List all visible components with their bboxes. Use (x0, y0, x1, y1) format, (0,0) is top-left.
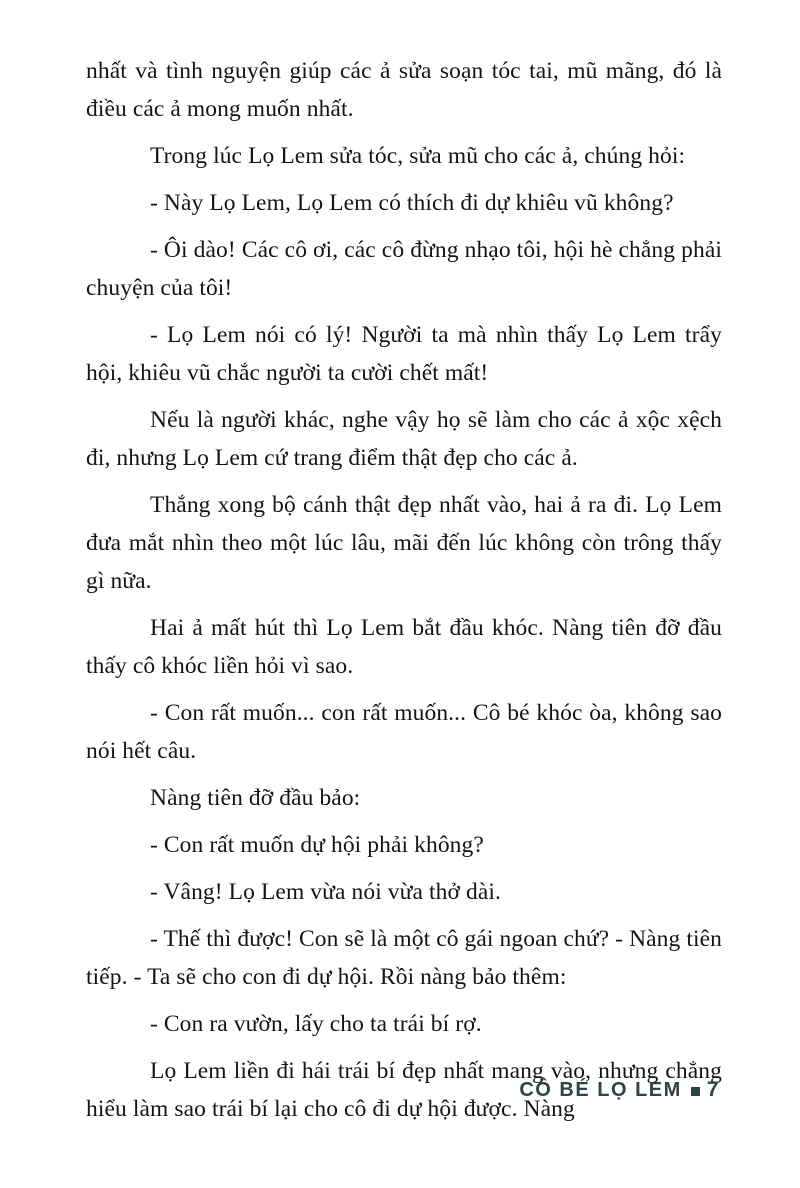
paragraph: Lọ Lem liền đi hái trái bí đẹp nhất mang vào, nhưng chẳng hiểu làm sao trái bí lại cho cô đi dự hội được. Nàng (86, 1058, 722, 1122)
paragraph: Hai ả mất hút thì Lọ Lem bắt đầu khóc. Nàng tiên đỡ đầu thấy cô khóc liền hỏi vì sao. (86, 615, 722, 679)
footer-page-number: 7 (706, 1078, 720, 1101)
paragraph: - Thế thì được! Con sẽ là một cô gái ngoan chứ? - Nàng tiên tiếp. - Ta sẽ cho con đi dự hội. Rồi nàng bảo thêm: (86, 926, 722, 990)
paragraph: - Lọ Lem nói có lý! Người ta mà nhìn thấy Lọ Lem trẩy hội, khiêu vũ chắc người ta cười chết mất! (86, 322, 722, 386)
paragraph: - Con rất muốn dự hội phải không? (150, 832, 484, 858)
paragraph: Trong lúc Lọ Lem sửa tóc, sửa mũ cho các ả, chúng hỏi: (150, 143, 686, 169)
page-footer (519, 1078, 720, 1102)
footer-book-title: CÔ BÉ LỌ LEM (519, 1078, 682, 1101)
paragraph: - Ôi dào! Các cô ơi, các cô đừng nhạo tôi, hội hè chẳng phải chuyện của tôi! (86, 237, 722, 301)
page-text-block (86, 52, 722, 1137)
footer-square-icon (691, 1087, 700, 1096)
paragraph: Nàng tiên đỡ đầu bảo: (150, 785, 361, 811)
paragraph: nhất và tình nguyện giúp các ả sửa soạn tóc tai, mũ mãng, đó là điều các ả mong muốn nhất. (86, 58, 722, 122)
paragraph: - Con ra vườn, lấy cho ta trái bí rợ. (150, 1011, 482, 1037)
paragraph: - Con rất muốn... con rất muốn... Cô bé khóc òa, không sao nói hết câu. (86, 700, 722, 764)
paragraph: Nếu là người khác, nghe vậy họ sẽ làm cho các ả xộc xệch đi, nhưng Lọ Lem cứ trang điểm thật đẹp cho các ả. (86, 407, 722, 471)
paragraph: Thắng xong bộ cánh thật đẹp nhất vào, hai ả ra đi. Lọ Lem đưa mắt nhìn theo một lúc lâu, mãi đến lúc không còn trông thấy gì nữa. (86, 492, 722, 594)
paragraph: - Này Lọ Lem, Lọ Lem có thích đi dự khiêu vũ không? (150, 190, 674, 216)
paragraph: - Vâng! Lọ Lem vừa nói vừa thở dài. (150, 879, 501, 905)
